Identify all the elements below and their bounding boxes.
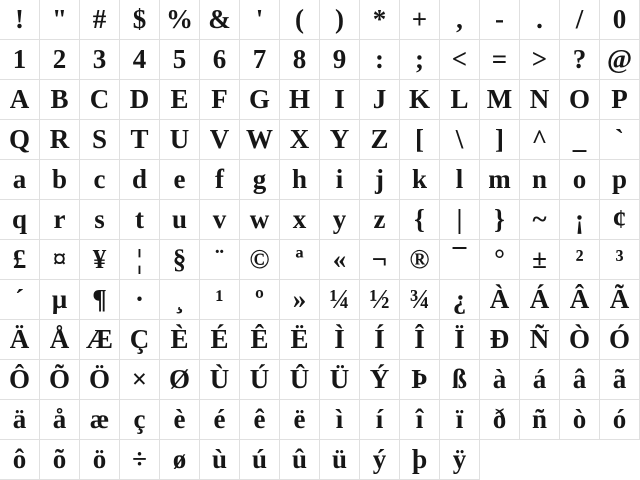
glyph-cell[interactable]: I [320, 80, 360, 120]
glyph-cell[interactable]: Ñ [520, 320, 560, 360]
glyph-cell[interactable]: ¬ [360, 240, 400, 280]
glyph-cell[interactable]: p [600, 160, 640, 200]
glyph-cell[interactable]: t [120, 200, 160, 240]
glyph-cell[interactable]: q [0, 200, 40, 240]
glyph-cell[interactable]: 5 [160, 40, 200, 80]
glyph-cell[interactable]: ¹ [200, 280, 240, 320]
glyph-cell[interactable]: Y [320, 120, 360, 160]
glyph-cell[interactable]: ù [200, 440, 240, 480]
glyph-cell[interactable]: Ô [0, 360, 40, 400]
glyph-cell[interactable]: C [80, 80, 120, 120]
glyph-cell[interactable]: M [480, 80, 520, 120]
glyph-cell[interactable]: Q [0, 120, 40, 160]
glyph-cell[interactable]: P [600, 80, 640, 120]
glyph-cell[interactable]: K [400, 80, 440, 120]
glyph-cell[interactable]: # [80, 0, 120, 40]
glyph-cell[interactable]: ' [240, 0, 280, 40]
glyph-cell[interactable]: Ì [320, 320, 360, 360]
glyph-cell[interactable]: ` [600, 120, 640, 160]
glyph-cell[interactable]: u [160, 200, 200, 240]
glyph-cell[interactable]: a [0, 160, 40, 200]
glyph-cell[interactable]: ¼ [320, 280, 360, 320]
glyph-cell[interactable]: k [400, 160, 440, 200]
glyph-cell[interactable]: l [440, 160, 480, 200]
glyph-cell[interactable]: À [480, 280, 520, 320]
glyph-cell[interactable]: ( [280, 0, 320, 40]
glyph-cell[interactable]: < [440, 40, 480, 80]
glyph-cell[interactable]: Ç [120, 320, 160, 360]
glyph-cell[interactable]: È [160, 320, 200, 360]
glyph-cell[interactable]: · [120, 280, 160, 320]
glyph-cell[interactable]: V [200, 120, 240, 160]
glyph-cell[interactable]: : [360, 40, 400, 80]
glyph-cell[interactable]: A [0, 80, 40, 120]
glyph-cell[interactable]: ° [480, 240, 520, 280]
glyph-cell[interactable]: ¨ [200, 240, 240, 280]
glyph-cell[interactable]: } [480, 200, 520, 240]
glyph-cell[interactable]: Z [360, 120, 400, 160]
glyph-cell[interactable]: ë [280, 400, 320, 440]
glyph-cell[interactable]: z [360, 200, 400, 240]
glyph-cell[interactable]: ç [120, 400, 160, 440]
glyph-cell[interactable]: v [200, 200, 240, 240]
glyph-cell[interactable]: R [40, 120, 80, 160]
glyph-cell[interactable]: ó [600, 400, 640, 440]
glyph-cell[interactable]: ÿ [440, 440, 480, 480]
glyph-cell[interactable]: ê [240, 400, 280, 440]
glyph-cell[interactable]: ¤ [40, 240, 80, 280]
glyph-cell[interactable]: 4 [120, 40, 160, 80]
glyph-cell[interactable]: f [200, 160, 240, 200]
glyph-cell[interactable]: ð [480, 400, 520, 440]
glyph-cell[interactable]: { [400, 200, 440, 240]
glyph-cell[interactable]: § [160, 240, 200, 280]
glyph-cell[interactable]: x [280, 200, 320, 240]
glyph-cell[interactable]: © [240, 240, 280, 280]
glyph-cell[interactable]: " [40, 0, 80, 40]
glyph-cell[interactable]: Ò [560, 320, 600, 360]
glyph-cell[interactable]: « [320, 240, 360, 280]
glyph-cell[interactable]: S [80, 120, 120, 160]
glyph-cell[interactable]: Ã [600, 280, 640, 320]
glyph-cell[interactable]: 2 [40, 40, 80, 80]
glyph-cell[interactable]: ß [440, 360, 480, 400]
glyph-cell[interactable]: ¯ [440, 240, 480, 280]
glyph-cell[interactable]: 6 [200, 40, 240, 80]
glyph-cell[interactable]: r [40, 200, 80, 240]
glyph-cell[interactable]: U [160, 120, 200, 160]
glyph-cell[interactable]: o [560, 160, 600, 200]
glyph-cell[interactable]: æ [80, 400, 120, 440]
glyph-cell[interactable]: ³ [600, 240, 640, 280]
glyph-cell[interactable]: Ý [360, 360, 400, 400]
glyph-cell[interactable]: å [40, 400, 80, 440]
glyph-cell[interactable]: - [480, 0, 520, 40]
glyph-cell[interactable]: Ü [320, 360, 360, 400]
glyph-cell[interactable]: â [560, 360, 600, 400]
glyph-cell[interactable]: ? [560, 40, 600, 80]
glyph-cell[interactable]: Ï [440, 320, 480, 360]
glyph-cell[interactable]: w [240, 200, 280, 240]
glyph-cell[interactable]: _ [560, 120, 600, 160]
glyph-cell[interactable]: % [160, 0, 200, 40]
glyph-cell[interactable]: J [360, 80, 400, 120]
glyph-cell[interactable]: ¸ [160, 280, 200, 320]
glyph-cell[interactable]: W [240, 120, 280, 160]
glyph-cell[interactable]: Ó [600, 320, 640, 360]
glyph-cell[interactable]: ! [0, 0, 40, 40]
glyph-cell[interactable]: Û [280, 360, 320, 400]
glyph-cell[interactable]: é [200, 400, 240, 440]
glyph-cell[interactable]: 3 [80, 40, 120, 80]
glyph-cell[interactable]: ý [360, 440, 400, 480]
glyph-cell[interactable]: » [280, 280, 320, 320]
glyph-cell[interactable]: Á [520, 280, 560, 320]
glyph-cell[interactable]: b [40, 160, 80, 200]
glyph-cell[interactable]: ¦ [120, 240, 160, 280]
glyph-cell[interactable]: Ú [240, 360, 280, 400]
glyph-cell[interactable]: [ [400, 120, 440, 160]
glyph-cell[interactable]: e [160, 160, 200, 200]
glyph-cell[interactable]: í [360, 400, 400, 440]
glyph-cell[interactable]: £ [0, 240, 40, 280]
glyph-cell[interactable]: ø [160, 440, 200, 480]
glyph-cell[interactable]: Æ [80, 320, 120, 360]
glyph-cell[interactable]: ® [400, 240, 440, 280]
glyph-cell[interactable]: g [240, 160, 280, 200]
glyph-cell[interactable]: X [280, 120, 320, 160]
glyph-cell[interactable]: G [240, 80, 280, 120]
glyph-cell[interactable]: . [520, 0, 560, 40]
glyph-cell[interactable]: ô [0, 440, 40, 480]
glyph-cell[interactable]: Å [40, 320, 80, 360]
glyph-cell[interactable]: 7 [240, 40, 280, 80]
glyph-cell[interactable]: i [320, 160, 360, 200]
glyph-cell[interactable]: > [520, 40, 560, 80]
glyph-cell[interactable]: ´ [0, 280, 40, 320]
glyph-cell[interactable]: ; [400, 40, 440, 80]
glyph-cell[interactable]: à [480, 360, 520, 400]
glyph-cell[interactable]: h [280, 160, 320, 200]
glyph-cell[interactable]: ò [560, 400, 600, 440]
glyph-cell[interactable]: m [480, 160, 520, 200]
glyph-cell[interactable]: þ [400, 440, 440, 480]
glyph-cell[interactable]: ÷ [120, 440, 160, 480]
glyph-cell[interactable]: & [200, 0, 240, 40]
glyph-cell[interactable]: ä [0, 400, 40, 440]
glyph-cell[interactable]: $ [120, 0, 160, 40]
glyph-cell[interactable]: 1 [0, 40, 40, 80]
glyph-cell[interactable]: N [520, 80, 560, 120]
glyph-cell[interactable]: û [280, 440, 320, 480]
glyph-cell[interactable]: y [320, 200, 360, 240]
glyph-cell[interactable]: D [120, 80, 160, 120]
glyph-cell[interactable]: ~ [520, 200, 560, 240]
glyph-cell[interactable]: µ [40, 280, 80, 320]
glyph-cell[interactable]: = [480, 40, 520, 80]
glyph-cell[interactable]: × [120, 360, 160, 400]
glyph-cell[interactable]: É [200, 320, 240, 360]
glyph-cell[interactable]: Ë [280, 320, 320, 360]
glyph-cell[interactable]: ï [440, 400, 480, 440]
glyph-cell[interactable]: / [560, 0, 600, 40]
glyph-cell[interactable]: ü [320, 440, 360, 480]
glyph-cell[interactable]: ¥ [80, 240, 120, 280]
glyph-cell[interactable]: | [440, 200, 480, 240]
glyph-cell[interactable]: H [280, 80, 320, 120]
glyph-cell[interactable]: ¾ [400, 280, 440, 320]
glyph-cell[interactable]: ¢ [600, 200, 640, 240]
glyph-cell[interactable]: ñ [520, 400, 560, 440]
glyph-cell[interactable]: 0 [600, 0, 640, 40]
glyph-cell[interactable]: º [240, 280, 280, 320]
glyph-cell[interactable]: õ [40, 440, 80, 480]
glyph-cell[interactable]: n [520, 160, 560, 200]
glyph-cell[interactable]: á [520, 360, 560, 400]
glyph-cell[interactable]: ª [280, 240, 320, 280]
glyph-cell[interactable]: Ù [200, 360, 240, 400]
glyph-cell[interactable]: ö [80, 440, 120, 480]
glyph-cell[interactable]: O [560, 80, 600, 120]
glyph-cell[interactable]: 8 [280, 40, 320, 80]
glyph-cell[interactable]: E [160, 80, 200, 120]
glyph-cell[interactable]: s [80, 200, 120, 240]
glyph-cell[interactable]: * [360, 0, 400, 40]
glyph-cell[interactable]: Ð [480, 320, 520, 360]
glyph-cell[interactable]: Â [560, 280, 600, 320]
glyph-cell[interactable]: Ê [240, 320, 280, 360]
glyph-cell[interactable]: Ä [0, 320, 40, 360]
glyph-cell[interactable]: \ [440, 120, 480, 160]
glyph-cell[interactable]: ¶ [80, 280, 120, 320]
glyph-cell[interactable]: Õ [40, 360, 80, 400]
glyph-cell[interactable]: , [440, 0, 480, 40]
glyph-cell[interactable]: L [440, 80, 480, 120]
glyph-cell[interactable]: Ø [160, 360, 200, 400]
glyph-cell[interactable]: ã [600, 360, 640, 400]
glyph-cell[interactable]: Þ [400, 360, 440, 400]
glyph-cell[interactable]: + [400, 0, 440, 40]
glyph-cell[interactable]: ú [240, 440, 280, 480]
glyph-cell[interactable]: d [120, 160, 160, 200]
glyph-cell[interactable]: ² [560, 240, 600, 280]
glyph-cell[interactable]: 9 [320, 40, 360, 80]
glyph-cell[interactable]: ] [480, 120, 520, 160]
glyph-cell[interactable]: î [400, 400, 440, 440]
glyph-cell[interactable]: c [80, 160, 120, 200]
glyph-cell[interactable]: ¡ [560, 200, 600, 240]
glyph-cell[interactable]: ½ [360, 280, 400, 320]
glyph-cell[interactable]: Ö [80, 360, 120, 400]
glyph-cell[interactable]: Î [400, 320, 440, 360]
glyph-cell[interactable]: ) [320, 0, 360, 40]
glyph-cell[interactable]: è [160, 400, 200, 440]
glyph-cell[interactable]: ì [320, 400, 360, 440]
glyph-cell[interactable]: B [40, 80, 80, 120]
glyph-cell[interactable]: @ [600, 40, 640, 80]
glyph-cell[interactable]: j [360, 160, 400, 200]
glyph-cell[interactable]: ^ [520, 120, 560, 160]
glyph-cell[interactable]: ¿ [440, 280, 480, 320]
glyph-cell[interactable]: T [120, 120, 160, 160]
glyph-cell[interactable]: Í [360, 320, 400, 360]
glyph-cell[interactable]: F [200, 80, 240, 120]
glyph-cell[interactable]: ± [520, 240, 560, 280]
